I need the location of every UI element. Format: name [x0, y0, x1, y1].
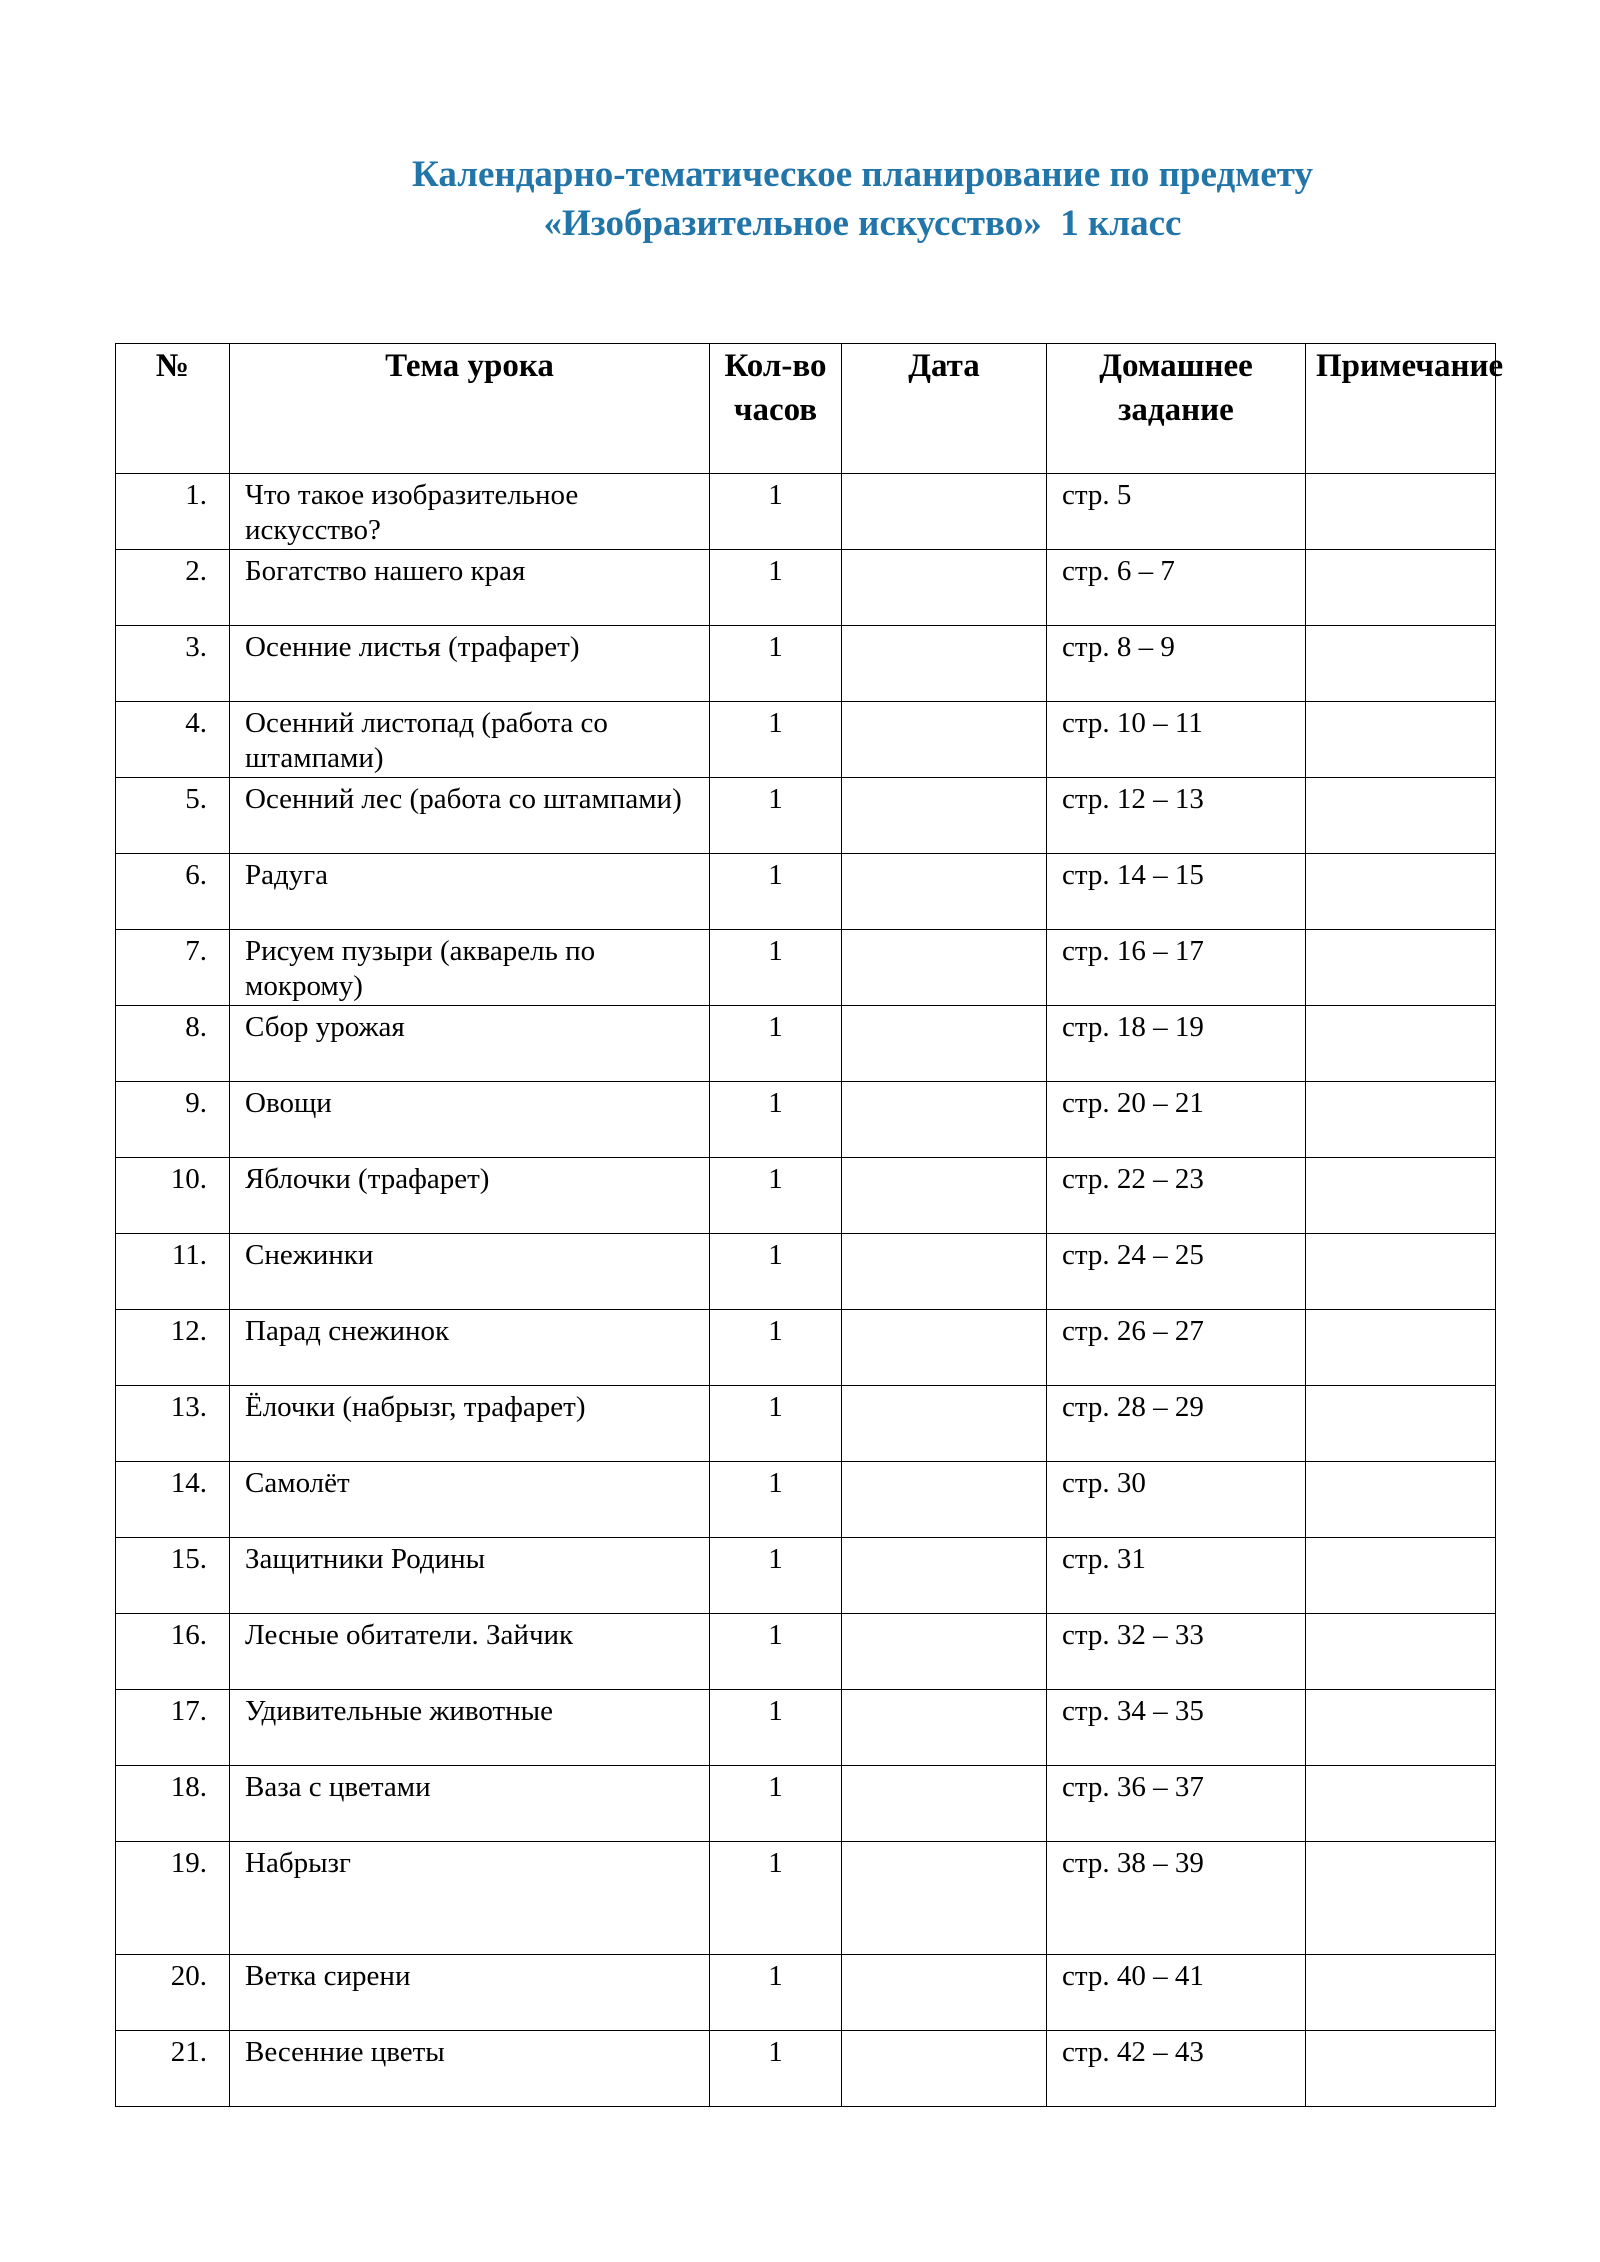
- hours-count: 1: [710, 2031, 842, 2107]
- hours-count: 1: [710, 1082, 842, 1158]
- lesson-date: [842, 778, 1047, 854]
- row-number: 6.: [116, 854, 230, 930]
- hours-count: 1: [710, 854, 842, 930]
- lesson-date: [842, 474, 1047, 550]
- table-row: [116, 1462, 1496, 1538]
- homework-pages: стр. 24 – 25: [1047, 1234, 1306, 1310]
- lesson-topic: Ёлочки (набрызг, трафарет): [230, 1386, 710, 1462]
- table-row: [116, 626, 1496, 702]
- lesson-date: [842, 854, 1047, 930]
- row-number: 4.: [116, 702, 230, 778]
- homework-pages: стр. 30: [1047, 1462, 1306, 1538]
- lesson-note: [1306, 778, 1496, 854]
- table-header-row: [116, 344, 1496, 474]
- hours-count: 1: [710, 1955, 842, 2031]
- homework-pages: стр. 42 – 43: [1047, 2031, 1306, 2107]
- lesson-note: [1306, 1538, 1496, 1614]
- lesson-topic: Лесные обитатели. Зайчик: [230, 1614, 710, 1690]
- homework-pages: стр. 16 – 17: [1047, 930, 1306, 1006]
- hours-count: 1: [710, 1690, 842, 1766]
- lesson-date: [842, 550, 1047, 626]
- lesson-note: [1306, 550, 1496, 626]
- lesson-note: [1306, 1310, 1496, 1386]
- lesson-topic: Осенние листья (трафарет): [230, 626, 710, 702]
- homework-pages: стр. 10 – 11: [1047, 702, 1306, 778]
- hours-count: 1: [710, 930, 842, 1006]
- homework-pages: стр. 18 – 19: [1047, 1006, 1306, 1082]
- row-number: 2.: [116, 550, 230, 626]
- lesson-topic: Парад снежинок: [230, 1310, 710, 1386]
- lesson-note: [1306, 2031, 1496, 2107]
- homework-pages: стр. 28 – 29: [1047, 1386, 1306, 1462]
- row-number: 13.: [116, 1386, 230, 1462]
- row-number: 15.: [116, 1538, 230, 1614]
- hours-count: 1: [710, 1158, 842, 1234]
- lesson-topic: Овощи: [230, 1082, 710, 1158]
- lesson-topic: Осенний листопад (работа со штампами): [230, 702, 710, 778]
- hours-count: 1: [710, 474, 842, 550]
- homework-pages: стр. 20 – 21: [1047, 1082, 1306, 1158]
- table-row: [116, 1234, 1496, 1310]
- row-number: 14.: [116, 1462, 230, 1538]
- table-row: [116, 1690, 1496, 1766]
- lesson-date: [842, 1955, 1047, 2031]
- lesson-topic: Богатство нашего края: [230, 550, 710, 626]
- table-row: [116, 930, 1496, 1006]
- table-row: [116, 854, 1496, 930]
- row-number: 11.: [116, 1234, 230, 1310]
- lesson-plan-table: [115, 343, 1504, 2107]
- lesson-date: [842, 1006, 1047, 1082]
- row-number: 12.: [116, 1310, 230, 1386]
- lesson-note: [1306, 1234, 1496, 1310]
- hours-count: 1: [710, 1462, 842, 1538]
- lesson-topic: Рисуем пузыри (акварель по мокрому): [230, 930, 710, 1006]
- lesson-topic: Ваза с цветами: [230, 1766, 710, 1842]
- row-number: 3.: [116, 626, 230, 702]
- lesson-date: [842, 1386, 1047, 1462]
- row-number: 8.: [116, 1006, 230, 1082]
- lesson-note: [1306, 702, 1496, 778]
- lesson-note: [1306, 1386, 1496, 1462]
- lesson-topic: Самолёт: [230, 1462, 710, 1538]
- table-row: [116, 1842, 1496, 1955]
- table-row: [116, 1766, 1496, 1842]
- lesson-topic: Сбор урожая: [230, 1006, 710, 1082]
- row-number: 5.: [116, 778, 230, 854]
- lesson-topic: Что такое изобразительное искусство?: [230, 474, 710, 550]
- page-title-line-2: «Изобразительное искусство» 1 класс: [543, 203, 1182, 244]
- row-number: 20.: [116, 1955, 230, 2031]
- header-num: №: [116, 344, 230, 474]
- lesson-note: [1306, 930, 1496, 1006]
- lesson-note: [1306, 1462, 1496, 1538]
- header-topic: Тема урока: [230, 344, 710, 474]
- homework-pages: стр. 31: [1047, 1538, 1306, 1614]
- table-row: [116, 474, 1496, 550]
- lesson-topic: Снежинки: [230, 1234, 710, 1310]
- lesson-date: [842, 626, 1047, 702]
- homework-pages: стр. 36 – 37: [1047, 1766, 1306, 1842]
- lesson-note: [1306, 474, 1496, 550]
- lesson-note: [1306, 854, 1496, 930]
- lesson-topic: Яблочки (трафарет): [230, 1158, 710, 1234]
- table-row: [116, 1538, 1496, 1614]
- table-row: [116, 778, 1496, 854]
- table-row: [116, 2031, 1496, 2107]
- hours-count: 1: [710, 778, 842, 854]
- table-row: [116, 1614, 1496, 1690]
- hours-count: 1: [710, 1310, 842, 1386]
- table-row: [116, 1955, 1496, 2031]
- homework-pages: стр. 12 – 13: [1047, 778, 1306, 854]
- row-number: 1.: [116, 474, 230, 550]
- lesson-note: [1306, 626, 1496, 702]
- header-date: Дата: [842, 344, 1047, 474]
- homework-pages: стр. 14 – 15: [1047, 854, 1306, 930]
- lesson-date: [842, 1690, 1047, 1766]
- lesson-note: [1306, 1690, 1496, 1766]
- header-homework: Домашнее задание: [1047, 344, 1306, 474]
- hours-count: 1: [710, 1766, 842, 1842]
- page-title-line-1: Календарно-тематическое планирование по предмету: [412, 154, 1313, 195]
- lesson-note: [1306, 1082, 1496, 1158]
- table-row: [116, 1158, 1496, 1234]
- lesson-note: [1306, 1614, 1496, 1690]
- header-note: Примечание: [1306, 344, 1496, 474]
- homework-pages: стр. 34 – 35: [1047, 1690, 1306, 1766]
- lesson-date: [842, 1842, 1047, 1955]
- hours-count: 1: [710, 1006, 842, 1082]
- lesson-date: [842, 1538, 1047, 1614]
- lesson-topic: Радуга: [230, 854, 710, 930]
- table-row: [116, 702, 1496, 778]
- page-title: [0, 150, 1600, 248]
- row-number: 7.: [116, 930, 230, 1006]
- row-number: 9.: [116, 1082, 230, 1158]
- hours-count: 1: [710, 1614, 842, 1690]
- lesson-topic: Удивительные животные: [230, 1690, 710, 1766]
- homework-pages: стр. 8 – 9: [1047, 626, 1306, 702]
- lesson-note: [1306, 1955, 1496, 2031]
- homework-pages: стр. 26 – 27: [1047, 1310, 1306, 1386]
- homework-pages: стр. 5: [1047, 474, 1306, 550]
- row-number: 17.: [116, 1690, 230, 1766]
- homework-pages: стр. 6 – 7: [1047, 550, 1306, 626]
- hours-count: 1: [710, 1538, 842, 1614]
- lesson-date: [842, 1082, 1047, 1158]
- lesson-date: [842, 2031, 1047, 2107]
- homework-pages: стр. 38 – 39: [1047, 1842, 1306, 1955]
- lesson-date: [842, 1614, 1047, 1690]
- table-row: [116, 1082, 1496, 1158]
- hours-count: 1: [710, 550, 842, 626]
- table-row: [116, 1006, 1496, 1082]
- row-number: 16.: [116, 1614, 230, 1690]
- homework-pages: стр. 22 – 23: [1047, 1158, 1306, 1234]
- table-row: [116, 1310, 1496, 1386]
- homework-pages: стр. 40 – 41: [1047, 1955, 1306, 2031]
- lesson-note: [1306, 1006, 1496, 1082]
- table-row: [116, 1386, 1496, 1462]
- lesson-date: [842, 702, 1047, 778]
- lesson-date: [842, 1462, 1047, 1538]
- hours-count: 1: [710, 626, 842, 702]
- lesson-note: [1306, 1842, 1496, 1955]
- hours-count: 1: [710, 1386, 842, 1462]
- lesson-topic: Осенний лес (работа со штампами): [230, 778, 710, 854]
- hours-count: 1: [710, 1842, 842, 1955]
- homework-pages: стр. 32 – 33: [1047, 1614, 1306, 1690]
- hours-count: 1: [710, 1234, 842, 1310]
- row-number: 21.: [116, 2031, 230, 2107]
- row-number: 18.: [116, 1766, 230, 1842]
- lesson-date: [842, 1158, 1047, 1234]
- header-hours: Кол-во часов: [710, 344, 842, 474]
- lesson-topic: Ветка сирени: [230, 1955, 710, 2031]
- table-row: [116, 550, 1496, 626]
- row-number: 19.: [116, 1842, 230, 1955]
- lesson-topic: Весенние цветы: [230, 2031, 710, 2107]
- table-body: [116, 474, 1496, 2107]
- lesson-date: [842, 1310, 1047, 1386]
- lesson-note: [1306, 1158, 1496, 1234]
- lesson-note: [1306, 1766, 1496, 1842]
- hours-count: 1: [710, 702, 842, 778]
- lesson-date: [842, 1766, 1047, 1842]
- lesson-date: [842, 930, 1047, 1006]
- lesson-topic: Защитники Родины: [230, 1538, 710, 1614]
- lesson-date: [842, 1234, 1047, 1310]
- lesson-topic: Набрызг: [230, 1842, 710, 1955]
- row-number: 10.: [116, 1158, 230, 1234]
